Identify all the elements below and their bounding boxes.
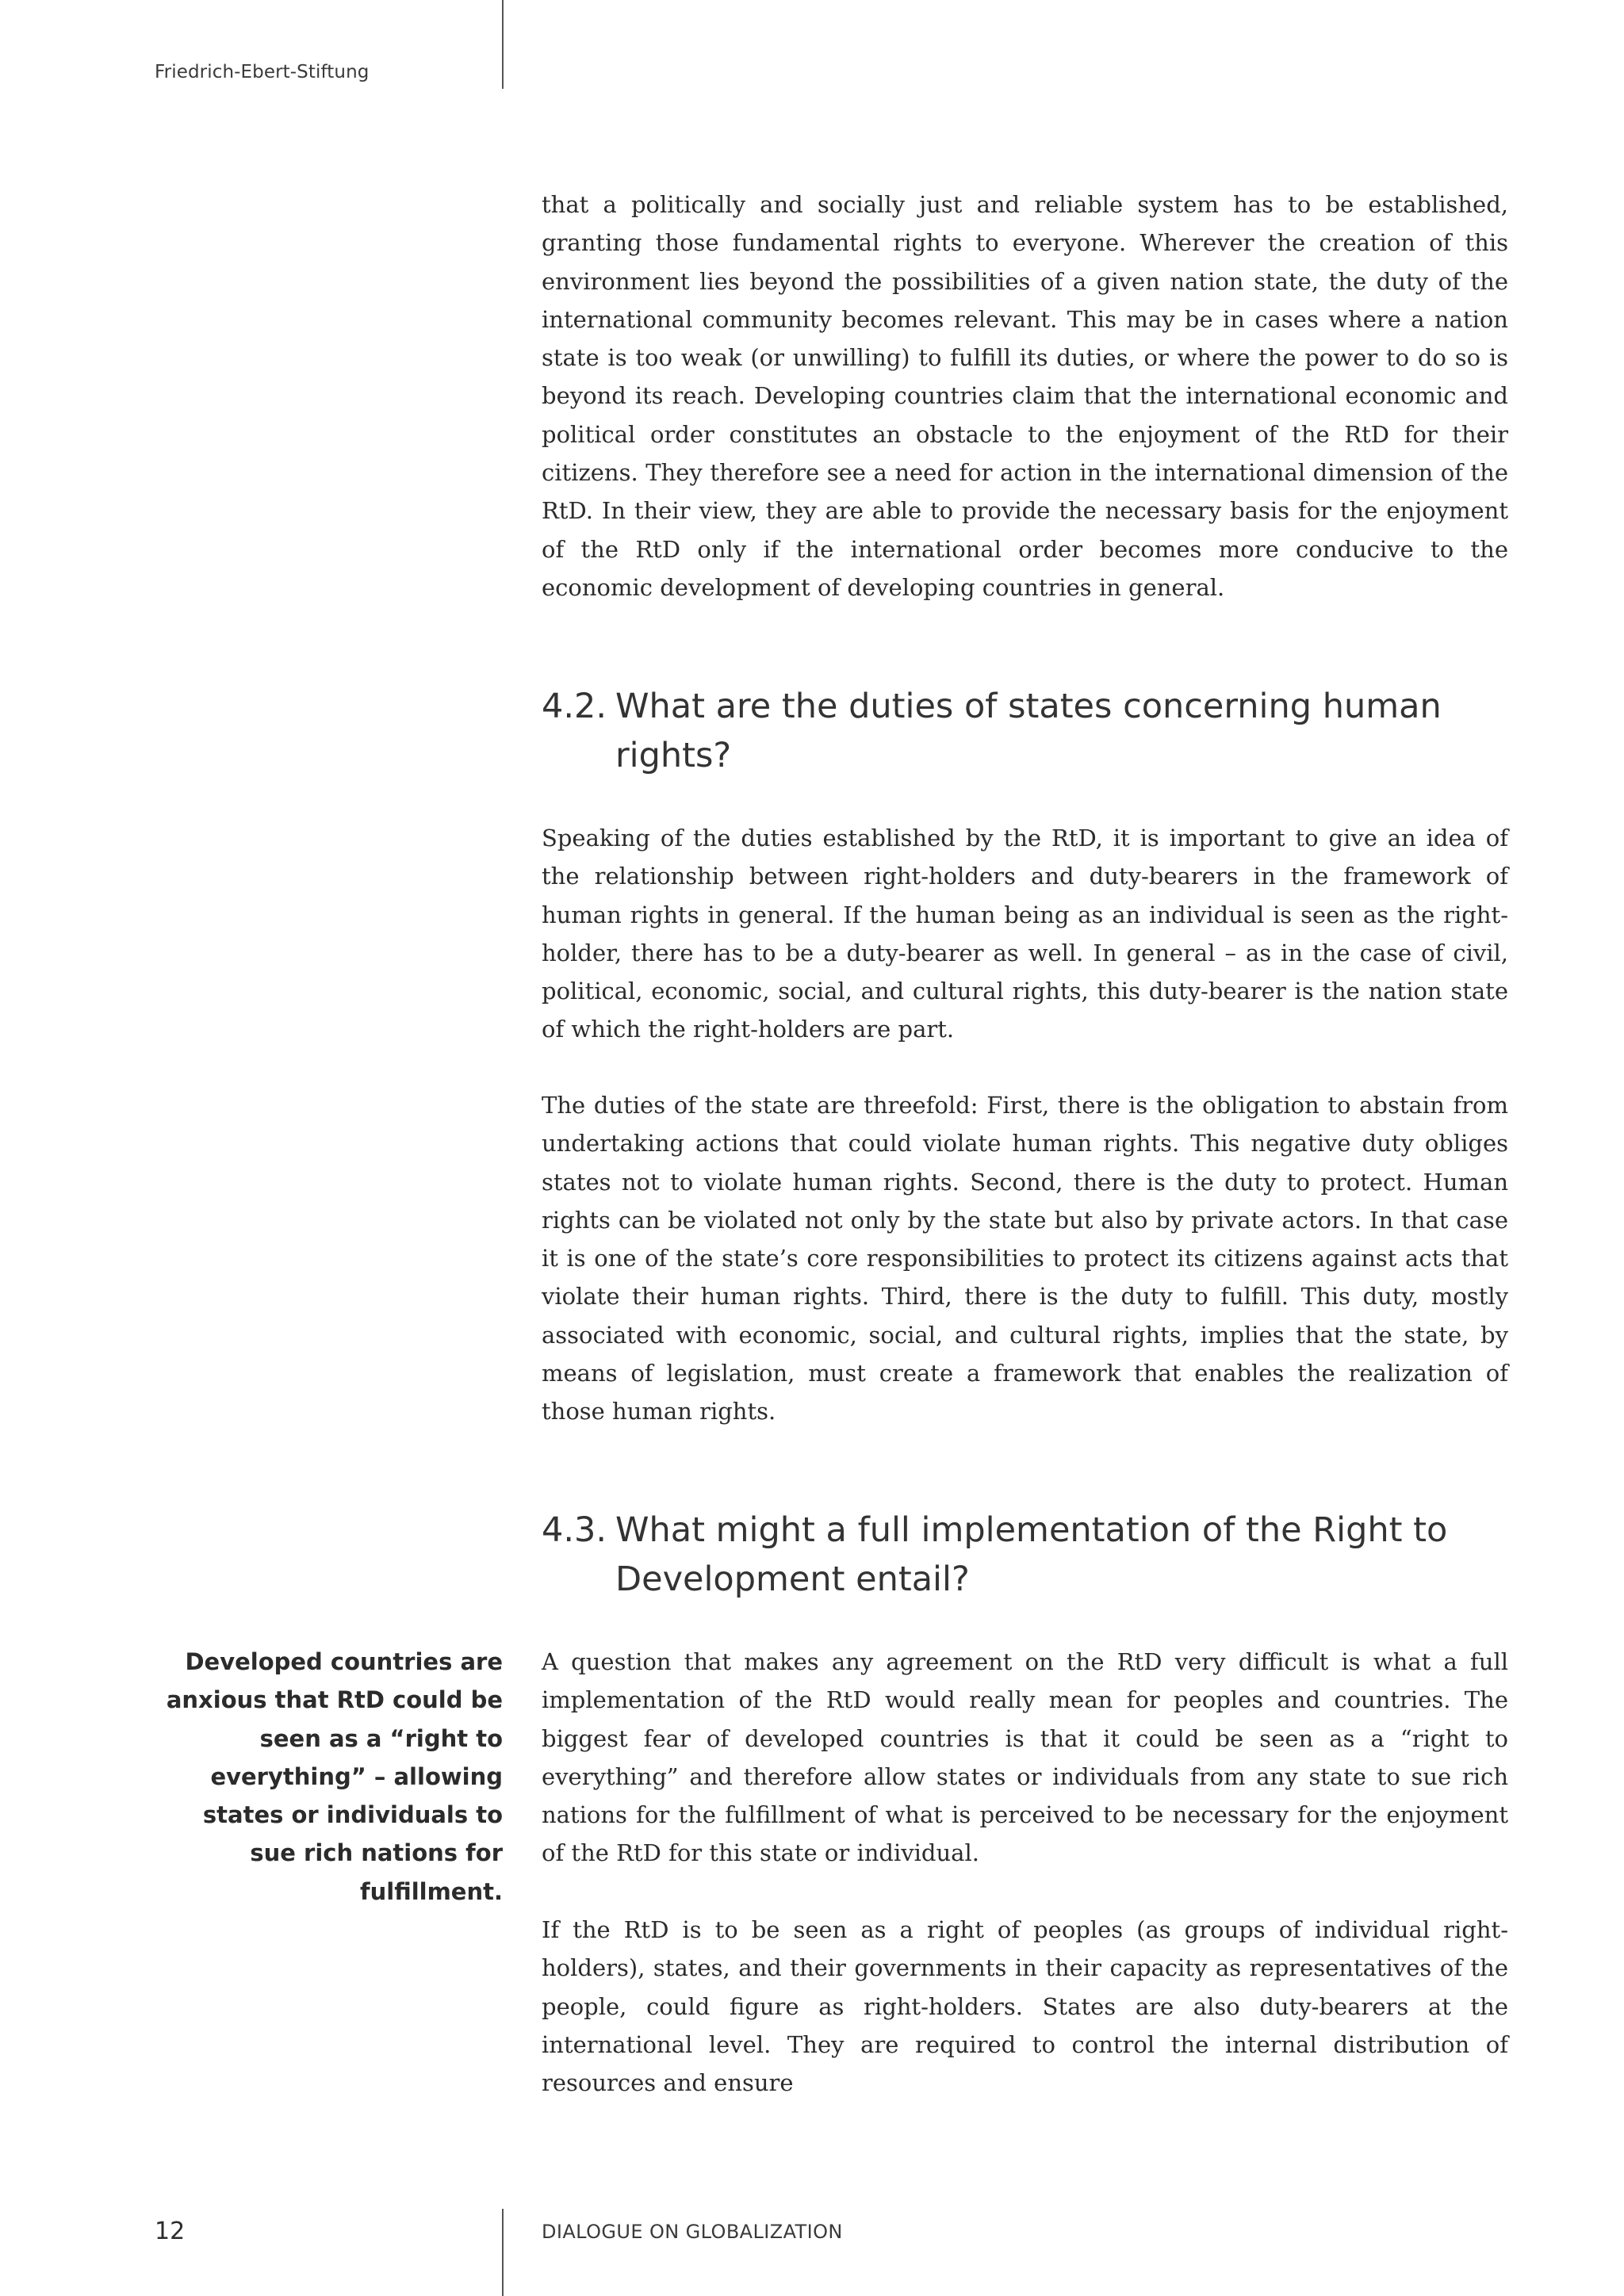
paragraph-text: that a politically and socially just and reliable system has to be established, granting those fundamental rights to everyone. Wherever the creation of this environment lies beyond the possibilities of a given nation state, the duty of the international community becomes relevant. This may be in cases where a nation state is too weak (or unwilling) to fulfill its duties, or where the power to do so is beyond its reach. Developing countries claim that the international economic and political order constitutes an obstacle to the enjoyment of the RtD for their citizens. They therefore see a need for action in the international dimension of the RtD. In their view, they are able to provide the necessary basis for the enjoyment of the RtD only if the international order becomes more conducive to the economic development of developing countries in general. <box>542 191 1508 601</box>
paragraph-text: If the RtD is to be seen as a right of peoples (as groups of individual right-holders), states, and their governments in their capacity as representatives of the people, could figure as right-holders. States are also duty-bearers at the international level. They are required to control the internal distribution of resources and ensure <box>542 1916 1508 2097</box>
section-number: 4.2. <box>542 687 607 726</box>
footer-series-title: DIALOGUE ON GLOBALIZATION <box>542 2221 843 2243</box>
paragraph-text: The duties of the state are threefold: First, there is the obligation to abstain from undertaking actions that could violate human rights. This negative duty obliges states not to violate human rights. Second, there is the duty to protect. Human rights can be violated not only by the state but also by private actors. In that case it is one of the state’s core responsibilities to protect its citizens against acts that violate their human rights. Third, there is the duty to fulfill. This duty, mostly associated with economic, social, and cultural rights, implies that the state, by means of legislation, must create a framework that enables the realization of those human rights. <box>542 1092 1508 1425</box>
section-4-2-paragraph-2 <box>542 1086 1508 1431</box>
section-heading-4-3 <box>542 1506 1508 1604</box>
section-number: 4.3. <box>542 1510 607 1550</box>
paragraph-text: A question that makes any agreement on the RtD very difficult is what a full implementation of the RtD would really mean for peoples and countries. The biggest fear of developed countries is that it could be seen as a “right to everything” and therefore allow states or individuals from any state to sue rich nations for the fulfillment of what is perceived to be necessary for the enjoyment of the RtD for this state or individual. <box>542 1648 1508 1867</box>
intro-paragraph <box>542 186 1508 607</box>
footer-divider <box>502 2209 504 2296</box>
section-title: What are the duties of states concerning human rights? <box>615 687 1442 775</box>
page-number: 12 <box>155 2218 186 2245</box>
paragraph-text: Speaking of the duties established by the RtD, it is important to give an idea of the relationship between right-holders and duty-bearers in the framework of human rights in general. If the human being as an individual is seen as the right-holder, there has to be a duty-bearer as well. In general – as in the case of civil, political, economic, social, and cultural rights, this duty-bearer is the nation state of which the right-holders are part. <box>542 825 1508 1043</box>
header-organization: Friedrich-Ebert-Stiftung <box>155 62 370 82</box>
header-divider <box>502 0 504 89</box>
margin-pull-quote: Developed countries are anxious that RtD could be seen as a “right to everything” – allowing states or individuals to sue rich nations for fulfillment. <box>166 1648 503 1905</box>
section-title: What might a full implementation of the Right to Development entail? <box>615 1510 1448 1599</box>
section-4-3-paragraph-1 <box>542 1643 1508 1873</box>
section-4-2-paragraph-1 <box>542 819 1508 1049</box>
section-4-3-paragraph-2 <box>542 1911 1508 2102</box>
section-heading-4-2 <box>542 682 1508 780</box>
